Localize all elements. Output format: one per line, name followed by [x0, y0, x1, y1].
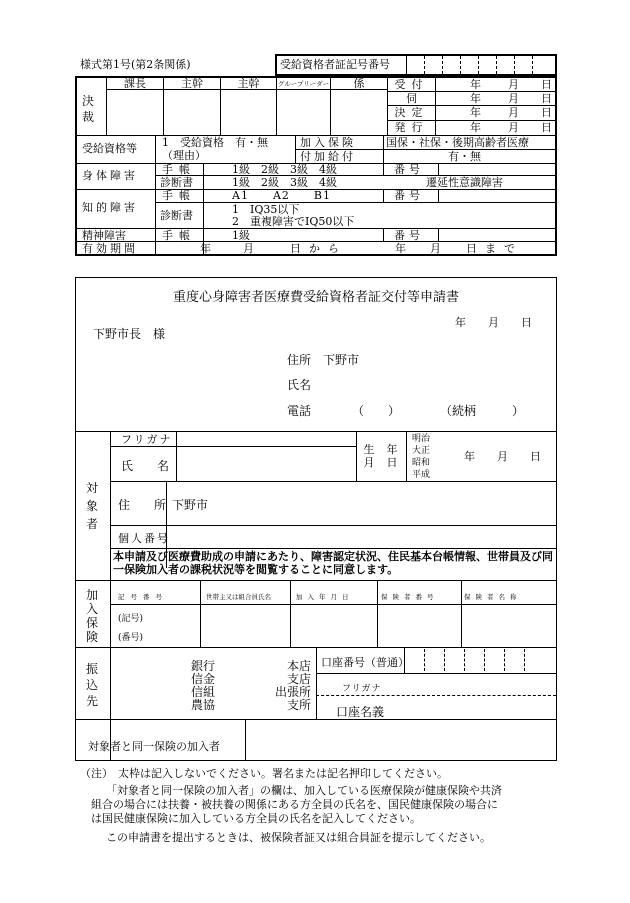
form-number: 様式第1号(第2条関係) [80, 58, 191, 71]
intellectual-shindan: 診断書 [160, 209, 193, 222]
bank-type-shinkin[interactable]: 信金 [191, 672, 216, 686]
col-join-date: 加入年月日 [296, 593, 354, 601]
branch-shucchojo[interactable]: 出張所 [275, 685, 312, 699]
physical-prolonged: 遷延性意識障害 [426, 176, 503, 189]
bank-type-shinkumi[interactable]: 信組 [191, 685, 216, 699]
validity-from-year: 年 [200, 242, 211, 255]
date-day: 日 [541, 121, 552, 134]
transfer-label: 振込先 [86, 662, 99, 708]
note-1: 太枠は記入しないでください。署名または記名押印してください。 [118, 767, 448, 780]
account-furigana-label: フリガナ [342, 684, 382, 694]
mynumber-label: 個人番号 [118, 532, 170, 545]
applicant-name-label: 氏名 [287, 378, 312, 392]
date-month: 月 [508, 92, 519, 105]
date-month: 月 [508, 106, 519, 119]
insurance-value: 国保・社保・後期高齢者医療 [386, 136, 529, 149]
applicant-phone-parens[interactable]: （ ） [352, 404, 401, 418]
era-showa[interactable]: 昭和 [412, 458, 431, 468]
applicant-relation[interactable]: （続柄 ） [440, 404, 525, 418]
date-month: 月 [508, 121, 519, 134]
addon-value: 有・無 [448, 150, 481, 163]
date-year: 年 [470, 121, 481, 134]
application-date[interactable]: 年 月 日 [455, 316, 532, 329]
addon-label: 付加給付 [300, 150, 356, 163]
validity-to-year: 年 [395, 242, 406, 255]
era-heisei[interactable]: 平成 [412, 470, 431, 480]
step-uketsuke: 受付 [394, 78, 429, 91]
validity-from-month: 月 [243, 242, 254, 255]
birth-label-1: 生 月 [363, 443, 375, 469]
date-year: 年 [470, 106, 481, 119]
application-title: 重度心身障害者医療費受給資格者証交付等申請書 [172, 290, 459, 305]
subject-address-value[interactable]: 下野市 [172, 498, 209, 512]
intellectual-iq2: 2 重複障害でIQ50以下 [232, 215, 355, 228]
branch-shisho[interactable]: 支所 [287, 698, 312, 712]
date-day: 日 [541, 92, 552, 105]
account-number-label: 口座番号（普通） [321, 656, 409, 669]
addressee: 下野市長 様 [93, 327, 166, 341]
birth-date-parts[interactable]: 年 月 日 [464, 450, 541, 463]
col-kigou-bangou: 記号番号 [118, 593, 168, 601]
date-year: 年 [470, 78, 481, 91]
intellectual-techo: 手帳 [162, 189, 196, 202]
subject-label: 対象者 [86, 481, 99, 531]
validity-to-day: 日まで [466, 242, 523, 255]
physical-techo-grades: 1級 2級 3級 4級 [232, 163, 337, 176]
date-day: 日 [541, 78, 552, 91]
applicant-address-value[interactable]: 下野市 [323, 353, 360, 367]
validity-label: 有効期間 [82, 242, 138, 255]
branch-honten[interactable]: 本店 [287, 659, 312, 673]
note-2-c: は国民健康保険に加入している方全員の氏名を記入してください。 [91, 812, 421, 825]
physical-shindan: 診断書 [160, 176, 193, 189]
physical-label: 身体障害 [82, 169, 138, 182]
col-insurer-number: 保険者番号 [381, 593, 439, 601]
eligibility-reason: （理由） [162, 149, 206, 162]
applicant-phone-label: 電話 [287, 404, 312, 418]
approval-label: 決裁 [82, 94, 95, 124]
role-group-leader: グループリーダー [277, 80, 330, 88]
intellectual-label: 知的障害 [82, 201, 138, 214]
date-day: 日 [541, 106, 552, 119]
branch-shiten[interactable]: 支店 [287, 672, 312, 686]
date-year: 年 [470, 92, 481, 105]
note-3: この申請書を提出するときは、被保険者証又は組合員証を提示してください。 [106, 831, 491, 844]
col-householder: 世帯主又は組合員氏名 [206, 593, 271, 601]
intellectual-grades: A1 A2 B1 [232, 189, 331, 202]
role-shukan-1: 主幹 [181, 77, 203, 90]
applicant-address-label: 住所 [287, 353, 312, 367]
step-ukagai: 伺 [406, 92, 417, 105]
physical-techo: 手帳 [162, 163, 196, 176]
note-1-label: （注） [80, 767, 113, 780]
physical-shindan-grades: 1級 2級 3級 4級 [232, 176, 337, 189]
birth-label-2: 年 日 [386, 443, 398, 469]
insurance-label: 加入保険 [300, 136, 356, 149]
era-taisho[interactable]: 大正 [412, 446, 431, 456]
step-hakko: 発行 [394, 121, 429, 134]
eligibility-line1: 1 受給資格 有・無 [162, 136, 268, 149]
cert-number-label: 受給資格者証記号番号 [280, 58, 390, 71]
subject-address-label: 住 所 [118, 498, 167, 512]
mental-techo: 手帳 [162, 229, 196, 242]
mental-number-label: 番号 [394, 229, 424, 242]
insurance-section-label: 加入保険 [86, 588, 99, 644]
bank-type-ginko[interactable]: 銀行 [191, 659, 216, 673]
mental-label: 精神障害 [82, 229, 126, 242]
insurance-bangou[interactable]: (番号) [118, 633, 144, 643]
mental-grade: 1級 [232, 229, 250, 242]
eligibility-label: 受給資格等 [82, 142, 137, 155]
role-shukan-2: 主幹 [237, 77, 260, 90]
subject-name-label: 氏 名 [121, 459, 170, 473]
era-meiji[interactable]: 明治 [412, 434, 431, 444]
note-2-b: 組合の場合には扶養・被扶養の関係にある方全員の氏名を、国民健康保険の場合に [91, 798, 498, 811]
step-kettei: 決定 [394, 106, 429, 119]
validity-from-day: 日から [290, 242, 347, 255]
intellectual-number-label: 番号 [394, 189, 424, 202]
consent-statement: 本申請及び医療費助成の申請にあたり、障害認定状況、住民基本台帳情報、世帯員及び同一保険加入者の課税状況等を閲覧することに同意します。 [113, 550, 553, 576]
date-month: 月 [508, 78, 519, 91]
validity-to-month: 月 [430, 242, 441, 255]
intellectual-iq1: 1 IQ35以下 [232, 203, 300, 216]
insurance-kigou[interactable]: (記号) [118, 614, 144, 624]
same-insurance-label: 対象者と同一保険の加入者 [88, 740, 220, 753]
furigana-label: フリガナ [121, 433, 173, 446]
role-kacho: 課長 [124, 77, 146, 90]
bank-type-nokyo[interactable]: 農協 [191, 698, 216, 712]
physical-number-label: 番号 [394, 163, 424, 176]
role-kakari: 係 [353, 77, 365, 90]
col-insurer-name: 保険者名称 [464, 593, 522, 601]
note-2-a: 「対象者と同一保険の加入者」の欄は、加入している医療保険が健康保険や共済 [106, 784, 502, 797]
account-holder-label: 口座名義 [336, 705, 385, 719]
